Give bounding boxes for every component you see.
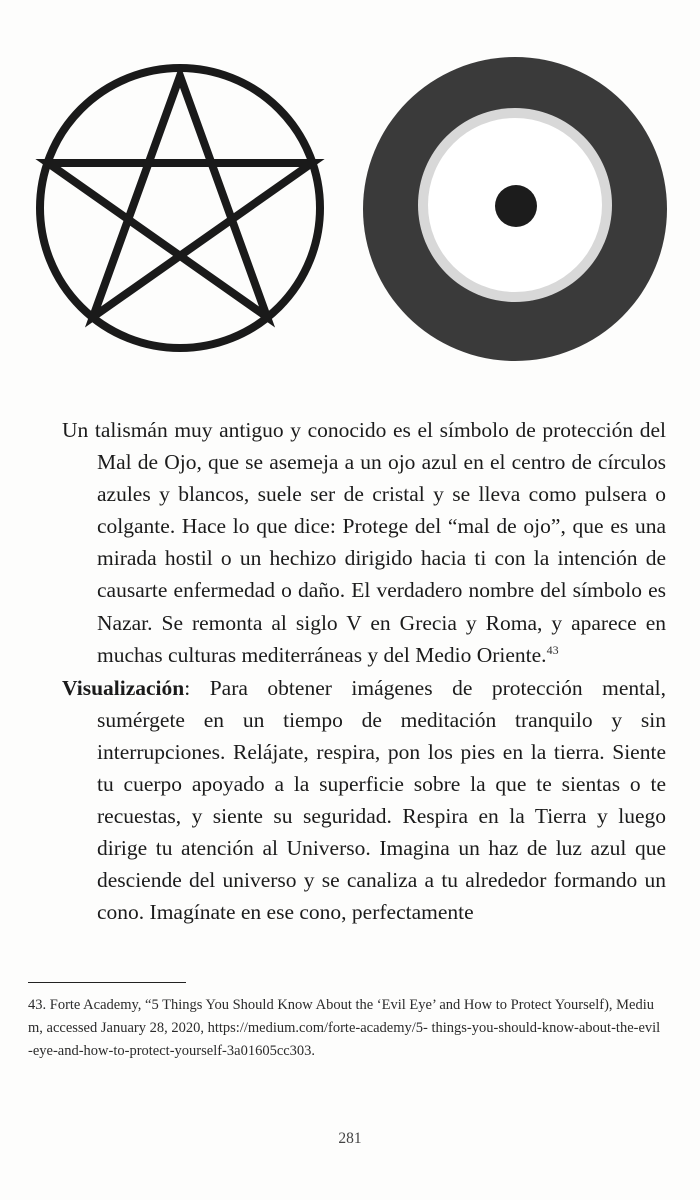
page-number: 281 xyxy=(338,1130,362,1147)
paragraph-text: : Para obtener imágenes de protección mental, sumérgete en un tiempo de meditación tranquilo y sin interrupciones. Relájate, respira, pon los pies en la tierra. Siente tu cuerpo apoyado a la superficie sobre la que te sientas o te recuestas, y siente su seguridad. Respira en la Tierra y luego dirige tu atención al Universo. Imagina un haz de luz azul que desciende del universo y se canaliza a tu alrededor formando un cono. Imagínate en ese cono, perfectamente xyxy=(97,675,666,925)
lead-term: Visualización xyxy=(62,675,185,700)
nazar-eye-icon xyxy=(361,55,669,363)
paragraph-text: Un talismán muy antiguo y conocido es el símbolo de protección del Mal de Ojo, que se asemeja a un ojo azul en el centro de círculos azules y blancos, suele ser de cristal y se lleva como pulsera o colgante. Hace lo que dice: Protege del “mal de ojo”, que es una mirada hostil o un hechizo dirigido hacia ti con la intención de causarte enfermedad o daño. El verdadero nombre del símbolo es Nazar. Se remonta al siglo V en Grecia y Roma, y aparece en muchas culturas mediterráneas y del Medio Oriente. xyxy=(62,418,666,667)
footnote-divider xyxy=(28,982,186,983)
symbol-illustrations xyxy=(0,0,700,390)
pentacle-icon xyxy=(34,62,326,354)
paragraph-nazar xyxy=(62,414,666,671)
paragraph-visualizacion xyxy=(62,672,666,929)
footnote: 43. Forte Academy, “5 Things You Should Know About the ‘Evil Eye’ and How to Protect Yourself), Medium, accessed January 28, 2020, https://medium.com/forte-academy/5- things-you-should-know-about-the-evil-eye-and-how-to-protect-yourself-3a01605cc303. xyxy=(28,997,661,1059)
footnote-reference[interactable]: 43 xyxy=(546,642,559,657)
body-text xyxy=(62,414,666,929)
